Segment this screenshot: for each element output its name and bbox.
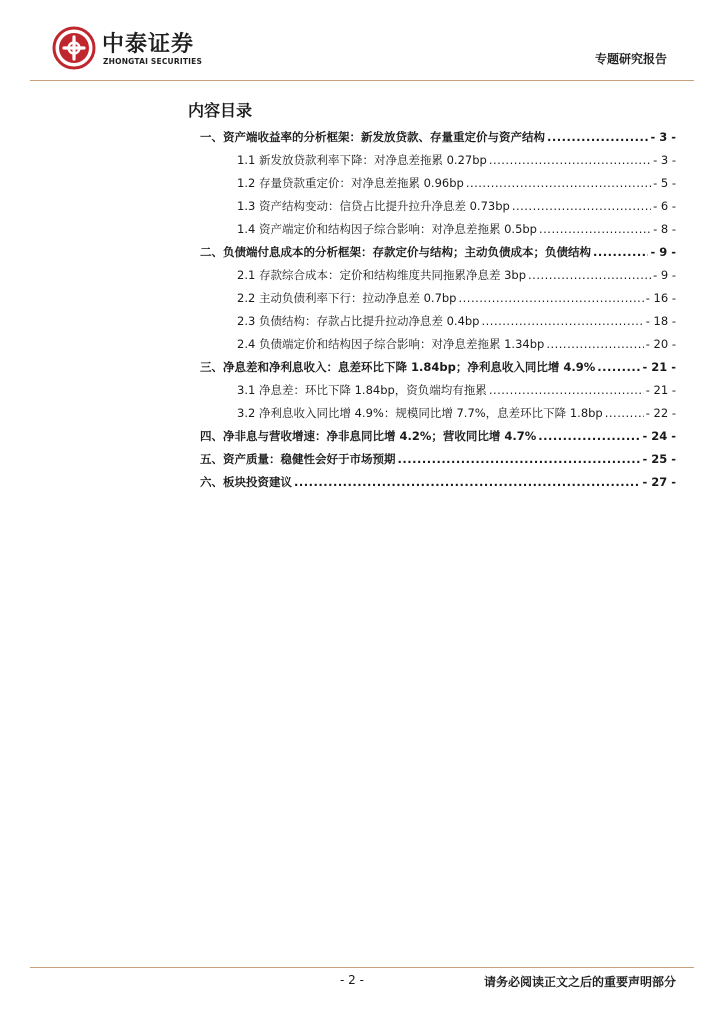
toc-leader-dots xyxy=(482,314,644,328)
toc-entry-page: - 21 - xyxy=(642,360,676,374)
logo-chinese-name: 中泰证券 xyxy=(102,32,195,57)
toc-entry-text: 三、净息差和净利息收入：息差环比下降 1.84bp；净利息收入同比增 4.9% xyxy=(200,360,596,374)
toc-leader-dots xyxy=(538,429,640,443)
toc-entry-page: - 3 - xyxy=(653,153,676,167)
toc-entry-text: 一、资产端收益率的分析框架：新发放贷款、存量重定价与资产结构 xyxy=(200,130,545,144)
toc-leader-dots xyxy=(398,452,641,466)
zhongtai-logo xyxy=(52,26,222,72)
toc-leader-dots xyxy=(466,176,651,190)
page-header xyxy=(0,0,724,82)
toc-entry[interactable] xyxy=(200,244,676,262)
toc-entry-page: - 27 - xyxy=(642,475,676,489)
toc-leader-dots xyxy=(546,337,643,351)
toc-entry[interactable] xyxy=(237,175,676,193)
toc-leader-dots xyxy=(489,383,644,397)
toc-entry[interactable] xyxy=(237,198,676,216)
toc-entry[interactable] xyxy=(237,290,676,308)
toc-entry-page: - 3 - xyxy=(650,130,676,144)
zhongtai-logo-icon xyxy=(52,26,96,70)
toc-entry-text: 2.2 主动负债利率下行：拉动净息差 0.7bp xyxy=(237,291,457,305)
footer-divider xyxy=(30,967,694,968)
toc-entry-page: - 22 - xyxy=(645,406,676,420)
toc-entry-page: - 9 - xyxy=(653,268,676,282)
toc-entry[interactable] xyxy=(237,405,676,423)
toc-entry-text: 2.1 存款综合成本：定价和结构维度共同拖累净息差 3bp xyxy=(237,268,527,282)
toc-entry-page: - 18 - xyxy=(645,314,676,328)
footer-disclaimer-note: 请务必阅读正文之后的重要声明部分 xyxy=(483,975,676,989)
toc-entry-page: - 5 - xyxy=(653,176,676,190)
toc-entry-page: - 8 - xyxy=(653,222,676,236)
toc-entry[interactable] xyxy=(200,428,676,446)
toc-leader-dots xyxy=(489,153,651,167)
toc-entry-page: - 16 - xyxy=(645,291,676,305)
report-type-label: 专题研究报告 xyxy=(594,52,667,66)
toc-entry-text: 1.2 存量贷款重定价：对净息差拖累 0.96bp xyxy=(237,176,464,190)
toc-entry-page: - 9 - xyxy=(650,245,676,259)
toc-leader-dots xyxy=(539,222,651,236)
toc-entry-text: 五、资产质量：稳健性会好于市场预期 xyxy=(200,452,396,466)
toc-entry[interactable] xyxy=(200,451,676,469)
logo-english-name: ZHONGTAI SECURITIES xyxy=(103,57,203,66)
toc-entry[interactable] xyxy=(200,359,676,377)
toc-leader-dots xyxy=(294,475,640,489)
toc-leader-dots xyxy=(597,360,640,374)
toc-entry[interactable] xyxy=(200,474,676,492)
toc-entry[interactable] xyxy=(237,336,676,354)
toc-leader-dots xyxy=(605,406,644,420)
toc-leader-dots xyxy=(512,199,651,213)
footer-page-number: - 2 - xyxy=(340,973,364,987)
toc-entry[interactable] xyxy=(237,267,676,285)
toc-entry[interactable] xyxy=(200,129,676,147)
toc-entry-text: 2.4 负债端定价和结构因子综合影响：对净息差拖累 1.34bp xyxy=(237,337,545,351)
toc-entry-page: - 6 - xyxy=(653,199,676,213)
toc-entry-text: 六、板块投资建议 xyxy=(200,475,292,489)
toc-entry-page: - 24 - xyxy=(642,429,676,443)
toc-leader-dots xyxy=(593,245,648,259)
toc-entry-text: 3.2 净利息收入同比增 4.9%：规模同比增 7.7%，息差环比下降 1.8bp xyxy=(237,406,603,420)
toc-entry-page: - 21 - xyxy=(645,383,676,397)
toc-entry-text: 四、净非息与营收增速：净非息同比增 4.2%；营收同比增 4.7% xyxy=(200,429,537,443)
toc-entry[interactable] xyxy=(237,382,676,400)
toc-entry-text: 2.3 负债结构：存款占比提升拉动净息差 0.4bp xyxy=(237,314,480,328)
toc-leader-dots xyxy=(547,130,648,144)
toc-entry[interactable] xyxy=(237,152,676,170)
toc-entry-text: 3.1 净息差：环比下降 1.84bp，资负端均有拖累 xyxy=(237,383,487,397)
toc-entry-text: 1.4 资产端定价和结构因子综合影响：对净息差拖累 0.5bp xyxy=(237,222,537,236)
toc-entry[interactable] xyxy=(237,313,676,331)
toc-entry[interactable] xyxy=(237,221,676,239)
toc-entry-text: 1.1 新发放贷款利率下降：对净息差拖累 0.27bp xyxy=(237,153,487,167)
header-divider xyxy=(30,80,694,81)
toc-entry-text: 1.3 资产结构变动：信贷占比提升拉升净息差 0.73bp xyxy=(237,199,510,213)
toc-leader-dots xyxy=(528,268,651,282)
toc-entry-page: - 25 - xyxy=(642,452,676,466)
toc-entry-text: 二、负债端付息成本的分析框架：存款定价与结构；主动负债成本；负债结构 xyxy=(200,245,591,259)
toc-leader-dots xyxy=(459,291,644,305)
toc-title: 内容目录 xyxy=(188,101,253,120)
toc-entry-page: - 20 - xyxy=(645,337,676,351)
